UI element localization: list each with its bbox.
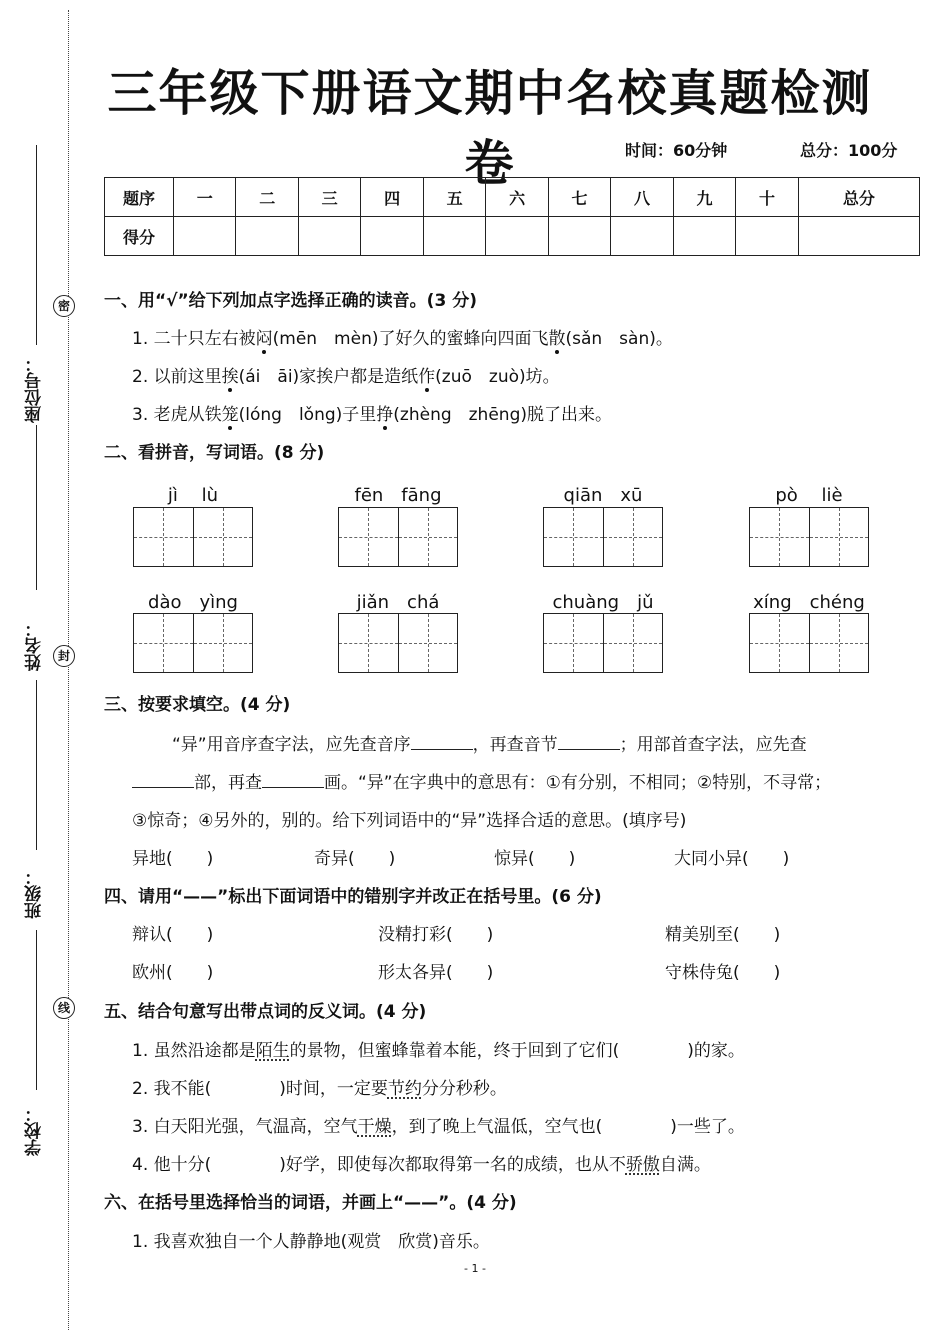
s4-word: 欧州( ) (132, 963, 214, 983)
dotted-word: 陌生 (255, 1041, 290, 1061)
seat-name-divider (36, 425, 37, 590)
table-cell: 八 (611, 178, 673, 217)
dotted-char: 挨 (222, 362, 239, 387)
s1-question-3 (132, 400, 612, 425)
score-cell[interactable] (486, 217, 548, 256)
score-table-score-row (105, 217, 920, 256)
table-cell: 总分 (798, 178, 919, 217)
text: ；用部首查字法，应先查 (619, 735, 807, 755)
s3-word: 惊异( ) (494, 849, 576, 869)
score-cell[interactable] (548, 217, 610, 256)
pinyin-label: jì lù (167, 485, 219, 506)
text: 部，再查 (194, 773, 262, 793)
table-cell: 九 (673, 178, 735, 217)
class-label: 班级： (25, 868, 45, 919)
dotted-char: 散 (548, 324, 565, 349)
seal-mi: 密 (53, 295, 75, 317)
text: (mēn mèn)了好久的蜜蜂向四面飞 (272, 329, 549, 349)
score-cell[interactable] (174, 217, 236, 256)
table-cell: 四 (361, 178, 423, 217)
answer-blank[interactable] (558, 733, 620, 750)
s4-word: 形太各异( ) (378, 963, 494, 983)
score-cell[interactable] (361, 217, 423, 256)
text: 2. 以前这里 (132, 367, 222, 387)
dotted-char: 作 (418, 362, 435, 387)
answer-blank[interactable] (132, 771, 194, 788)
dotted-char: 闷 (256, 324, 273, 349)
text: 分分秒秒。 (421, 1079, 507, 1099)
score-cell[interactable] (236, 217, 298, 256)
section-6-title: 六、在括号里选择恰当的词语，并画上“——”。(4 分) (104, 1193, 517, 1213)
s3-paragraph-line-3: ③惊奇；④另外的，别的。给下列词语中的“异”选择合适的意思。(填序号) (132, 811, 687, 831)
text: ，再查音节 (472, 735, 558, 755)
table-cell: 得分 (105, 217, 174, 256)
section-2-title: 二、看拼音，写词语。(8 分) (104, 443, 325, 463)
score-cell[interactable] (736, 217, 798, 256)
s6-question-1: 1. 我喜欢独自一个人静静地(观赏 欣赏)音乐。 (132, 1232, 490, 1252)
section-5-title: 五、结合句意写出带点词的反义词。(4 分) (104, 1002, 427, 1022)
pinyin-label: xíng chéng (753, 592, 865, 613)
class-field[interactable] (36, 930, 37, 1090)
pinyin-label: dào yìng (148, 592, 238, 613)
s4-word: 辩认( ) (132, 925, 214, 945)
dotted-word: 节约 (387, 1079, 422, 1099)
dotted-word: 干燥 (357, 1117, 392, 1137)
writing-grid[interactable] (543, 507, 663, 567)
text: 4. 他十分( )好学，即使每次都取得第一名的成绩，也从不 (132, 1155, 626, 1175)
table-cell: 题序 (105, 178, 174, 217)
score-cell[interactable] (423, 217, 485, 256)
binding-dotted-line (68, 10, 69, 1330)
seat-number-label: 座位号： (25, 355, 45, 423)
s1-question-1 (132, 324, 673, 349)
text: 3. 老虎从铁 (132, 405, 222, 425)
s3-word: 奇异( ) (314, 849, 396, 869)
text: 3. 白天阳光强，气温高，空气 (132, 1117, 358, 1137)
section-4-title: 四、请用“——”标出下面词语中的错别字并改正在括号里。(6 分) (104, 887, 602, 907)
pinyin-label: qiān xū (563, 485, 643, 506)
answer-blank[interactable] (262, 771, 324, 788)
text: 1. 二十只左右被 (132, 329, 256, 349)
writing-grid[interactable] (543, 613, 663, 673)
seal-xian: 线 (53, 997, 75, 1019)
text: (lóng lǒng)子里 (238, 405, 377, 425)
answer-blank[interactable] (411, 733, 473, 750)
exam-total: 总分：100分 (800, 141, 898, 160)
text: (zuō zuò)坊。 (435, 367, 560, 387)
s3-word: 异地( ) (132, 849, 214, 869)
table-cell: 一 (174, 178, 236, 217)
text: 1. 虽然沿途都是 (132, 1041, 256, 1061)
s3-paragraph-line-1 (172, 730, 807, 755)
writing-grid[interactable] (749, 613, 869, 673)
section-3-title: 三、按要求填空。(4 分) (104, 695, 291, 715)
writing-grid[interactable] (338, 507, 458, 567)
name-field[interactable] (36, 680, 37, 850)
s3-word: 大同小异( ) (674, 849, 790, 869)
s5-question-3 (132, 1112, 745, 1137)
pinyin-label: fēn fāng (354, 485, 442, 506)
table-cell: 七 (548, 178, 610, 217)
pinyin-label: pò liè (775, 485, 843, 506)
text: ，到了晚上气温低，空气也( )一些了。 (391, 1117, 745, 1137)
text: 2. 我不能( )时间，一定要 (132, 1079, 388, 1099)
writing-grid[interactable] (749, 507, 869, 567)
table-cell: 六 (486, 178, 548, 217)
text: 画。“异”在字典中的意思有：①有分别，不相同；②特别，不寻常； (324, 773, 832, 793)
text: 的景物，但蜜蜂靠着本能，终于回到了它们( )的家。 (289, 1041, 745, 1061)
text: “异”用音序查字法，应先查音序 (172, 735, 411, 755)
dotted-char: 笼 (222, 400, 239, 425)
score-cell[interactable] (298, 217, 360, 256)
section-1-title: 一、用“√”给下列加点字选择正确的读音。(3 分) (104, 291, 477, 311)
score-cell[interactable] (798, 217, 919, 256)
table-cell: 二 (236, 178, 298, 217)
s3-paragraph-line-2 (132, 768, 831, 793)
seat-number-field[interactable] (36, 145, 37, 345)
s1-question-2 (132, 362, 560, 387)
s4-word: 精美别至( ) (665, 925, 781, 945)
name-label: 姓名： (25, 620, 45, 671)
school-label: 学校： (25, 1105, 45, 1156)
table-cell: 五 (423, 178, 485, 217)
text: (ái āi)家挨户都是造纸 (238, 367, 419, 387)
s5-question-4 (132, 1150, 711, 1175)
text: (sǎn sàn)。 (565, 329, 673, 349)
score-cell[interactable] (611, 217, 673, 256)
table-cell: 十 (736, 178, 798, 217)
s5-question-1 (132, 1036, 745, 1061)
pinyin-label: chuàng jǔ (552, 592, 654, 613)
seal-feng: 封 (53, 645, 75, 667)
dotted-word: 骄傲 (625, 1155, 660, 1175)
score-table-header-row (105, 178, 920, 217)
pinyin-label: jiǎn chá (356, 592, 440, 613)
table-cell: 三 (298, 178, 360, 217)
page-title: 三年级下册语文期中名校真题检测卷 (107, 65, 873, 192)
s5-question-2 (132, 1074, 507, 1099)
writing-grid[interactable] (133, 613, 253, 673)
score-cell[interactable] (673, 217, 735, 256)
writing-grid[interactable] (338, 613, 458, 673)
s4-word: 没精打彩( ) (378, 925, 494, 945)
text: (zhèng zhēng)脱了出来。 (393, 405, 612, 425)
score-table (104, 177, 920, 256)
page-number: - 1 - (464, 1262, 486, 1275)
text: 自满。 (659, 1155, 711, 1175)
s4-word: 守株侍兔( ) (665, 963, 781, 983)
exam-time: 时间：60分钟 (625, 141, 728, 160)
dotted-char: 挣 (376, 400, 393, 425)
writing-grid[interactable] (133, 507, 253, 567)
